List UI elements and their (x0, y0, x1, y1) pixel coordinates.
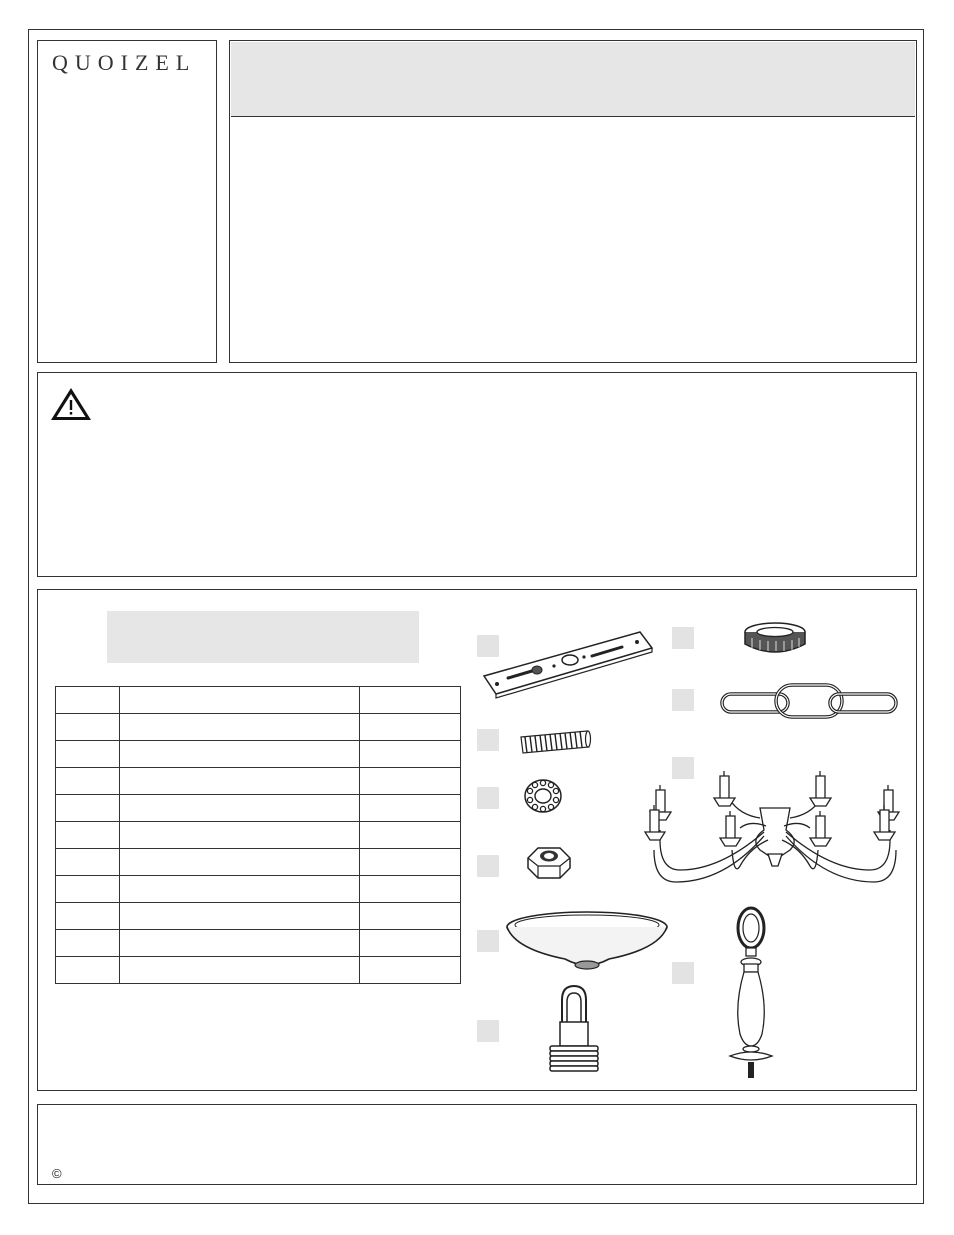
brand-logo: QUOIZEL (52, 50, 197, 75)
table-cell (360, 849, 461, 876)
table-cell (56, 930, 120, 957)
table-row (56, 741, 461, 768)
table-cell (56, 822, 120, 849)
table-row (56, 903, 461, 930)
chain-icon (718, 682, 900, 722)
table-cell (56, 768, 120, 795)
table-cell (56, 687, 120, 714)
table-row (56, 795, 461, 822)
table-cell (56, 714, 120, 741)
finial-loop-icon (722, 906, 780, 1078)
part-tag (672, 962, 694, 984)
part-tag (477, 729, 499, 751)
table-cell (56, 741, 120, 768)
table-row (56, 849, 461, 876)
part-tag (672, 689, 694, 711)
table-cell (360, 957, 461, 984)
table-cell (120, 876, 360, 903)
table-cell (360, 714, 461, 741)
parts-table (55, 686, 461, 984)
table-cell (56, 957, 120, 984)
copyright-symbol: © (52, 1166, 62, 1181)
table-cell (120, 687, 360, 714)
table-cell (56, 876, 120, 903)
header-title-band (231, 42, 915, 117)
table-cell (120, 930, 360, 957)
table-cell (56, 903, 120, 930)
table-cell (56, 849, 120, 876)
table-row (56, 957, 461, 984)
table-row (56, 714, 461, 741)
screw-collar-loop-icon (546, 984, 602, 1076)
threaded-nipple-icon (517, 729, 593, 755)
table-cell (360, 768, 461, 795)
part-tag (477, 787, 499, 809)
table-cell (360, 876, 461, 903)
table-cell (120, 822, 360, 849)
hex-nut-icon (524, 842, 574, 884)
table-cell (360, 741, 461, 768)
lock-washer-icon (523, 777, 563, 815)
table-cell (120, 795, 360, 822)
part-tag (477, 1020, 499, 1042)
table-cell (120, 768, 360, 795)
parts-title-band (107, 611, 419, 663)
table-cell (360, 687, 461, 714)
footer-panel (37, 1104, 917, 1185)
coupling-ring-icon (742, 620, 808, 656)
table-row (56, 687, 461, 714)
table-cell (56, 795, 120, 822)
table-cell (360, 930, 461, 957)
table-cell (360, 795, 461, 822)
table-cell (120, 903, 360, 930)
table-cell (120, 741, 360, 768)
table-cell (360, 903, 461, 930)
table-row (56, 876, 461, 903)
mounting-strap-icon (482, 626, 654, 702)
part-tag (477, 930, 499, 952)
table-cell (120, 714, 360, 741)
table-row (56, 822, 461, 849)
table-cell (360, 822, 461, 849)
canopy-icon (505, 909, 669, 975)
table-cell (120, 849, 360, 876)
warning-triangle-icon (50, 387, 92, 421)
part-tag (477, 855, 499, 877)
table-row (56, 930, 461, 957)
table-cell (120, 957, 360, 984)
table-row (56, 768, 461, 795)
chandelier-icon (640, 770, 910, 892)
part-tag (672, 627, 694, 649)
logo-panel (37, 40, 217, 363)
warning-panel (37, 372, 917, 577)
